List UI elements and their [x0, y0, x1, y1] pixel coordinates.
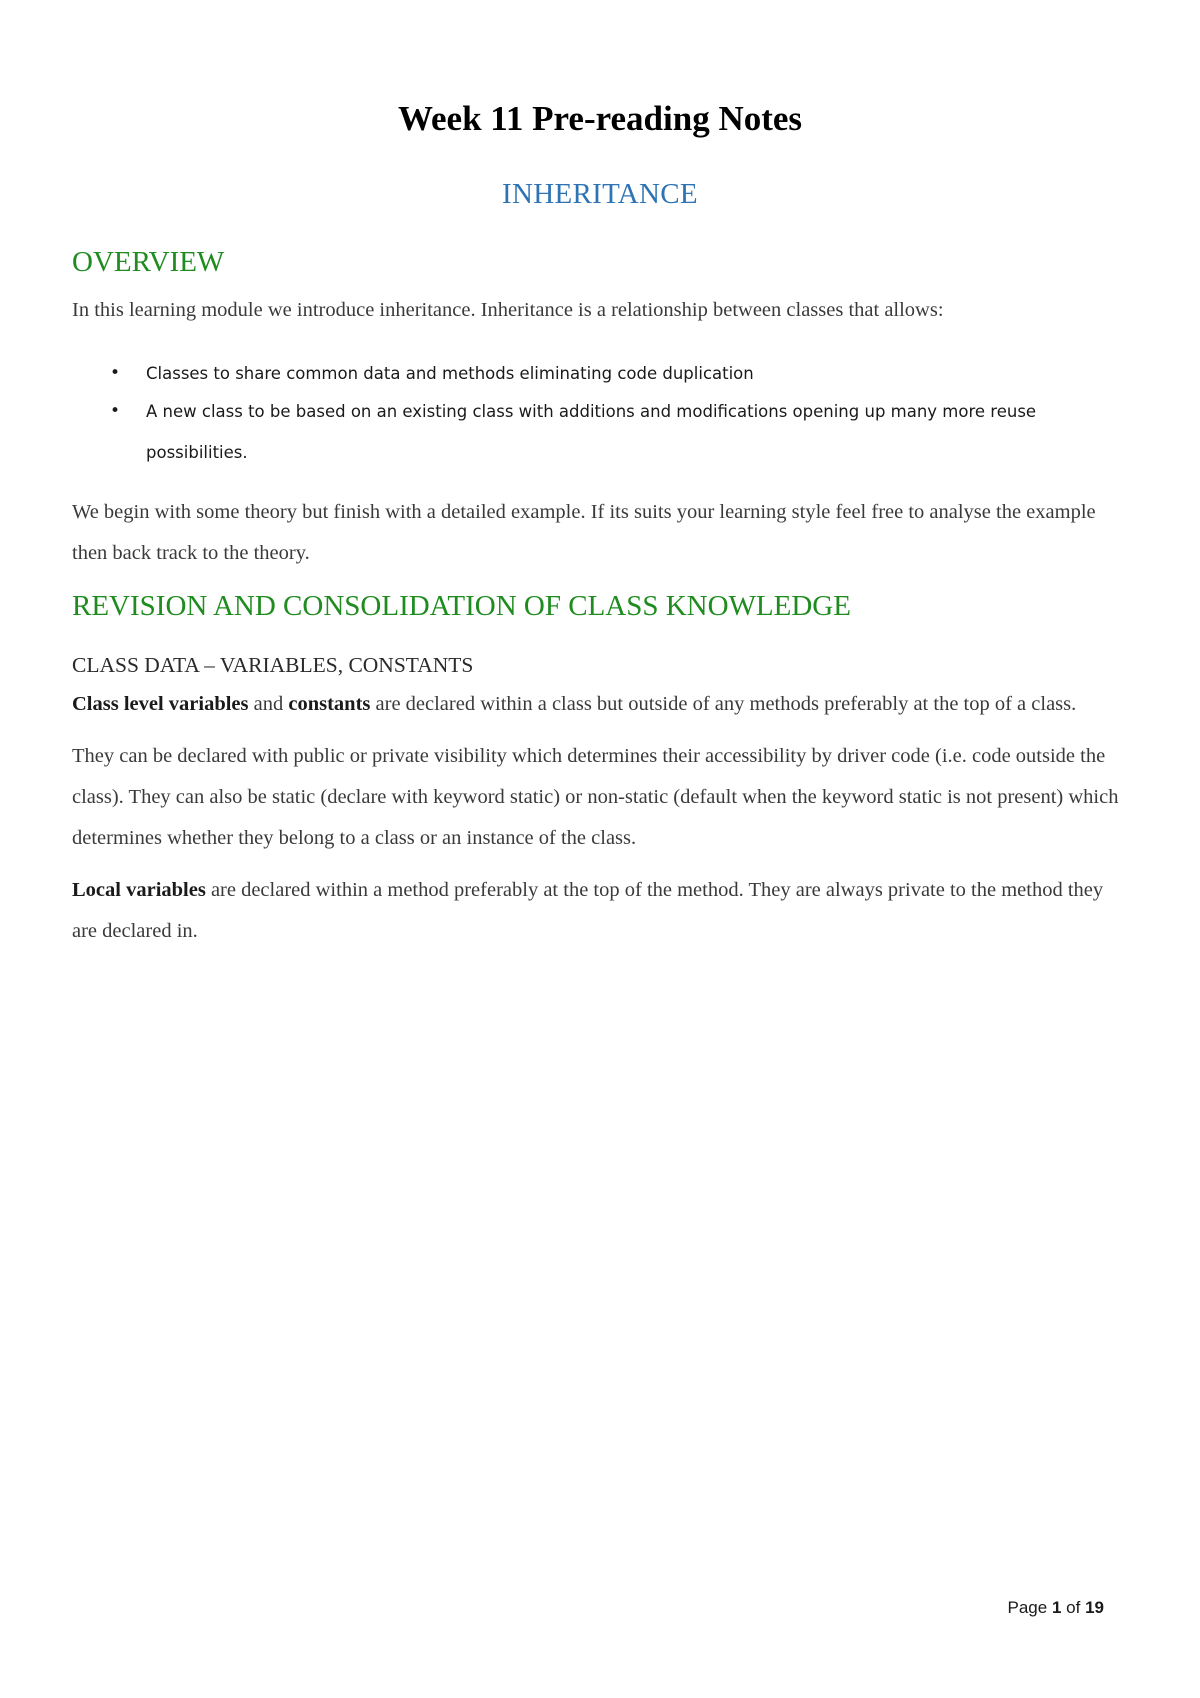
document-title: Week 11 Pre-reading Notes [397, 99, 803, 138]
visibility-paragraph: They can be declared with public or private visibility which determines their accessibility by driver code (i.e. code outside the class). They can also be static (declare with keyword static) or non-static (default when the keyword static is not present) which determines whether they belong to a class or an instance of the class. [72, 745, 1119, 849]
list-item [72, 391, 1132, 473]
of-label: of [1066, 1598, 1081, 1617]
paragraph-text: and [248, 693, 289, 715]
list-item [72, 353, 1132, 394]
page-label: Page [1007, 1598, 1048, 1617]
overview-bullet-list [72, 353, 1132, 473]
overview-heading: OVERVIEW [72, 246, 225, 278]
overview-closing: We begin with some theory but finish with a detailed example. If its suits your learning style feel free to analyse the example then back track to the theory. [72, 501, 1096, 564]
document-subtitle: INHERITANCE [502, 178, 698, 210]
revision-heading: REVISION AND CONSOLIDATION OF CLASS KNOWLEDGE [72, 590, 851, 622]
paragraph-text: are declared within a class but outside of any methods preferably at the top of a class. [370, 693, 1077, 715]
page-number: 1 [1051, 1598, 1062, 1617]
bold-term: constants [288, 693, 371, 715]
bullet-icon: • [110, 401, 121, 421]
overview-intro: In this learning module we introduce inheritance. Inheritance is a relationship between classes that allows: [72, 299, 944, 321]
bullet-text: A new class to be based on an existing class with additions and modifications opening up many more reuse possibilities. [146, 402, 1037, 462]
bold-term: Class level variables [72, 693, 249, 715]
paragraph-text: are declared within a method preferably at the top of the method. They are always private to the method they are declared in. [72, 879, 1104, 942]
document-body [72, 244, 1132, 952]
page-number-footer [1008, 1597, 1104, 1619]
bold-term: Local variables [72, 879, 206, 901]
bullet-text: Classes to share common data and methods eliminating code duplication [146, 364, 754, 383]
total-pages: 19 [1085, 1598, 1104, 1617]
class-data-subheading: CLASS DATA – VARIABLES, CONSTANTS [72, 653, 474, 677]
class-level-paragraph [72, 684, 1132, 725]
local-variables-paragraph [72, 870, 1132, 952]
bullet-icon: • [110, 363, 121, 383]
